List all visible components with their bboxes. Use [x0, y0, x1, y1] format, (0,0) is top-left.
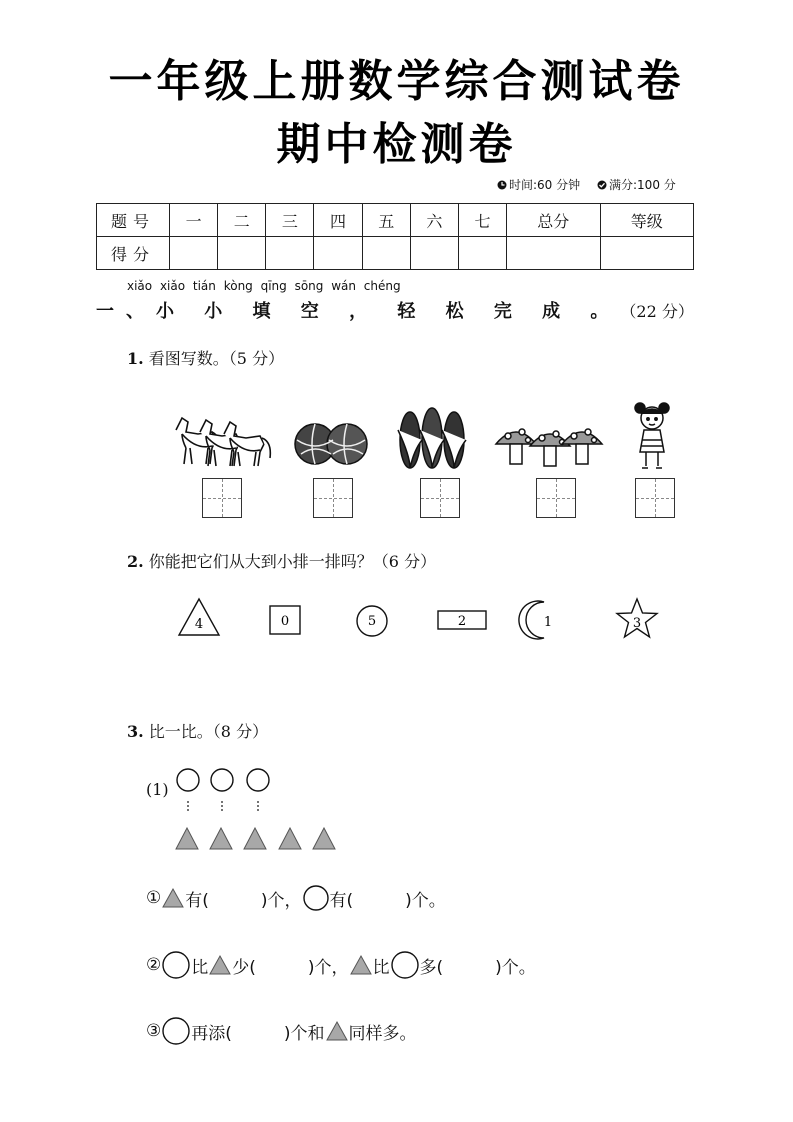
score-cell[interactable] — [266, 237, 314, 270]
triangle-item — [279, 828, 301, 849]
line2-number: ② — [146, 955, 162, 975]
score-table-score-row — [97, 237, 694, 270]
score-cell[interactable] — [362, 237, 410, 270]
score-cell[interactable] — [314, 237, 362, 270]
question-2-text: 你能把它们从大到小排一排吗？（6 分） — [148, 552, 437, 571]
circles-row — [174, 766, 274, 818]
answer-box[interactable] — [536, 478, 576, 518]
answer-box[interactable] — [313, 478, 353, 518]
triangle-item — [313, 828, 335, 849]
triangle-item — [244, 828, 266, 849]
gray-triangle-icon — [208, 954, 232, 976]
balls-picture — [293, 420, 369, 468]
score-col: 等级 — [600, 204, 693, 237]
line3-text-b: )个和 — [283, 1023, 325, 1044]
score-table — [96, 203, 694, 270]
score-cell[interactable] — [218, 237, 266, 270]
circle-icon — [390, 950, 420, 980]
section1-title: 一、小 小 填 空 ， 轻 松 完 成 。 — [96, 301, 621, 322]
compare-line-3 — [146, 1016, 417, 1046]
compare-line-2 — [146, 950, 536, 980]
question-3-text: 比一比。（8 分） — [148, 722, 269, 741]
triangle-item — [176, 828, 198, 849]
triangle-number: 4 — [194, 617, 204, 632]
score-cell[interactable] — [170, 237, 218, 270]
score-col: 二 — [218, 204, 266, 237]
score-col: 一 — [170, 204, 218, 237]
score-cell[interactable] — [507, 237, 600, 270]
star-shape — [614, 596, 660, 642]
question-2-number: 2. — [127, 552, 144, 571]
line2-text-e: 多( — [419, 957, 444, 978]
score-info — [597, 176, 676, 193]
rectangle-shape — [436, 608, 490, 634]
section1-pinyin: xiǎo xiǎo tián kòng qīng sōng wán chéng — [127, 279, 401, 293]
page-subtitle: 期中检测卷 — [276, 119, 517, 170]
line1-text-d: )个。 — [405, 890, 446, 911]
score-cell[interactable] — [458, 237, 506, 270]
girl-picture — [634, 400, 670, 472]
score-table-row2-label: 得分 — [97, 237, 170, 270]
triangle-shape — [176, 596, 222, 638]
check-icon — [597, 180, 607, 190]
question-2 — [127, 549, 436, 572]
score-table-header-row — [97, 204, 694, 237]
score-table-row1-label: 题号 — [97, 204, 170, 237]
circle-number: 5 — [367, 614, 377, 629]
rectangle-number: 2 — [457, 614, 467, 629]
circle-item — [247, 769, 269, 791]
moon-number: 1 — [543, 615, 553, 630]
compare-line-1 — [146, 884, 446, 912]
time-label: 时间:60 分钟 — [509, 178, 581, 192]
answer-box[interactable] — [635, 478, 675, 518]
circle-shape — [354, 604, 390, 640]
question-1 — [127, 346, 284, 369]
score-cell[interactable] — [410, 237, 458, 270]
score-col: 五 — [362, 204, 410, 237]
score-label: 满分:100 分 — [609, 178, 676, 192]
question-1-number: 1. — [127, 349, 144, 368]
square-shape — [268, 604, 304, 638]
gray-triangle-icon — [349, 954, 373, 976]
line2-text-c: )个， — [307, 957, 349, 978]
line2-text-a: 比 — [191, 957, 209, 978]
score-col: 七 — [458, 204, 506, 237]
clock-icon — [497, 180, 507, 190]
score-col: 六 — [410, 204, 458, 237]
question-3-number: 3. — [127, 722, 144, 741]
answer-box[interactable] — [202, 478, 242, 518]
moon-shape — [518, 598, 562, 642]
circle-item — [211, 769, 233, 791]
triangle-item — [210, 828, 232, 849]
gray-triangle-icon — [161, 887, 185, 909]
circle-icon — [161, 1016, 191, 1046]
line1-text-a: 有( — [185, 890, 209, 911]
mushrooms-picture — [494, 420, 604, 470]
page-title: 一年级上册数学综合测试卷 — [108, 56, 685, 107]
score-col: 总分 — [507, 204, 600, 237]
line2-text-f: )个。 — [495, 957, 536, 978]
line3-text-a: 再添( — [191, 1023, 232, 1044]
circle-icon — [161, 950, 191, 980]
corn-picture — [394, 400, 470, 472]
line3-text-c: 同样多。 — [348, 1023, 417, 1044]
horses-picture — [168, 410, 272, 470]
star-number: 3 — [632, 616, 642, 631]
score-col: 四 — [314, 204, 362, 237]
question-3 — [127, 719, 268, 742]
line3-number: ③ — [146, 1021, 162, 1041]
circle-icon — [302, 884, 330, 912]
part-1-label: (1) — [146, 780, 169, 799]
gray-triangle-icon — [325, 1020, 349, 1042]
answer-box[interactable] — [420, 478, 460, 518]
circle-item — [177, 769, 199, 791]
line1-number: ① — [146, 888, 162, 908]
line1-text-c: 有( — [329, 890, 354, 911]
line2-text-b: 少( — [232, 957, 256, 978]
square-number: 0 — [280, 614, 290, 629]
time-info — [497, 176, 580, 193]
line2-text-d: 比 — [372, 957, 390, 978]
section1-heading — [96, 297, 694, 323]
triangles-row — [174, 826, 340, 852]
question-1-text: 看图写数。（5 分） — [148, 349, 285, 368]
score-cell[interactable] — [600, 237, 693, 270]
score-col: 三 — [266, 204, 314, 237]
line1-text-b: )个， — [260, 890, 302, 911]
section1-points: （22 分） — [620, 302, 694, 321]
